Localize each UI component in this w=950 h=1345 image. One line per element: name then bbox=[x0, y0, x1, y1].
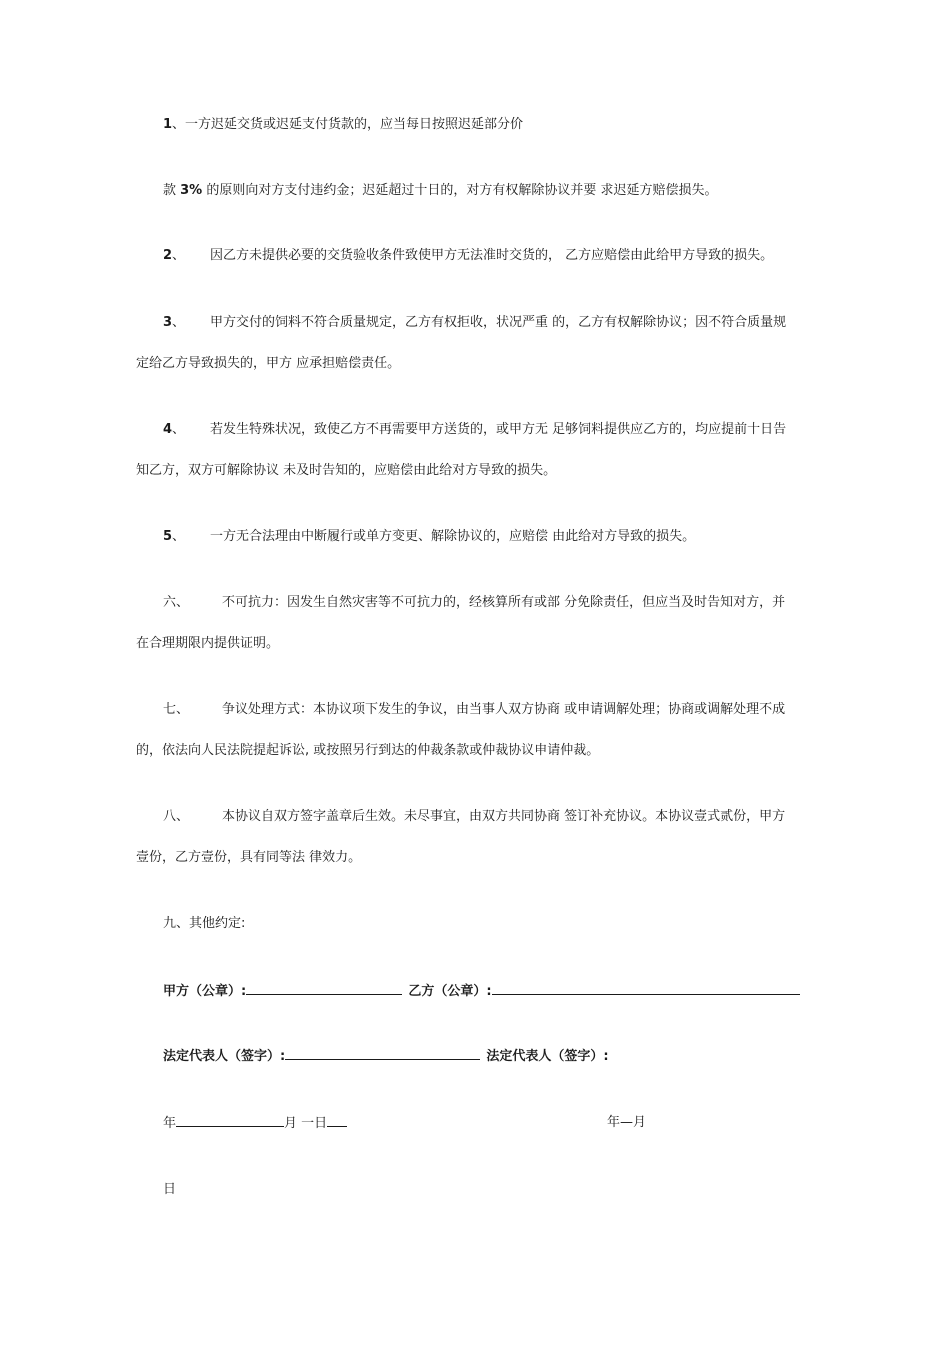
clause-1-text: 、一方迟延交货或迟延支付货款的，应当每日按照迟延部分价 bbox=[172, 117, 524, 132]
party-a-seal-blank[interactable] bbox=[246, 982, 402, 995]
party-a-seal-label: 甲方（公章）: bbox=[163, 984, 247, 999]
section-6-line-2: 在合理期限内提供证明。 bbox=[136, 636, 280, 651]
clause-2 bbox=[163, 247, 773, 265]
month-day-label-left: 月 一日 bbox=[284, 1116, 328, 1131]
party-b-seal-label: 乙方（公章）: bbox=[408, 984, 492, 999]
clause-5-number: 5 bbox=[163, 529, 173, 544]
day-blank-left[interactable] bbox=[327, 1114, 347, 1127]
section-7-line-1 bbox=[163, 701, 785, 719]
clause-1-percent: 3% bbox=[180, 183, 203, 198]
date-row-right: 年—月 bbox=[607, 1115, 647, 1130]
clause-3-separator: 、 bbox=[172, 315, 186, 330]
clause-4-text: 若发生特殊状况，致使乙方不再需要甲方送货的，或甲方无 足够饲料提供应乙方的，均应提前十日告 bbox=[210, 422, 787, 437]
section-8-line-2: 壹份，乙方壹份，具有同等法 律效力。 bbox=[136, 850, 362, 865]
section-8-line-1 bbox=[163, 808, 785, 826]
clause-3-number: 3 bbox=[163, 315, 173, 330]
legal-rep-a-blank[interactable] bbox=[285, 1047, 480, 1060]
year-blank-left[interactable] bbox=[176, 1114, 284, 1127]
section-7-line-2: 的，依法向人民法院提起诉讼, 或按照另行到达的仲裁条款或仲裁协议申请仲裁。 bbox=[136, 743, 600, 758]
year-label-left: 年 bbox=[163, 1116, 177, 1131]
date-row-left bbox=[163, 1114, 347, 1133]
party-b-seal-blank[interactable] bbox=[492, 982, 800, 995]
clause-4-separator: 、 bbox=[172, 422, 186, 437]
clause-1-number: 1 bbox=[163, 117, 173, 132]
clause-2-separator: 、 bbox=[172, 248, 186, 263]
legal-rep-row bbox=[163, 1047, 609, 1066]
clause-5 bbox=[163, 528, 695, 546]
section-8-text: 本协议自双方签字盖章后生效。未尽事宜，由双方共同协商 签订补充协议。本协议壹式贰份，甲方 bbox=[222, 809, 786, 824]
clause-1-prefix: 款 bbox=[163, 183, 181, 198]
clause-2-text: 因乙方未提供必要的交货验收条件致使甲方无法准时交货的， 乙方应赔偿由此给甲方导致的损失。 bbox=[210, 248, 774, 263]
clause-5-separator: 、 bbox=[172, 529, 186, 544]
section-7-text: 争议处理方式：本协议项下发生的争议，由当事人双方协商 或申请调解处理；协商或调解处理不成 bbox=[222, 702, 786, 717]
clause-4-number: 4 bbox=[163, 422, 173, 437]
legal-rep-a-label: 法定代表人（签字）: bbox=[163, 1049, 286, 1064]
clause-3-text: 甲方交付的饲料不符合质量规定，乙方有权拒收，状况严重 的，乙方有权解除协议；因不符合质量规 bbox=[210, 315, 787, 330]
clause-1-line-1 bbox=[163, 116, 523, 134]
clause-5-text: 一方无合法理由中断履行或单方变更、解除协议的，应赔偿 由此给对方导致的损失。 bbox=[210, 529, 696, 544]
section-9-heading: 九、其他约定: bbox=[163, 916, 246, 931]
day-label: 日 bbox=[163, 1182, 177, 1197]
seal-row bbox=[163, 982, 800, 1001]
section-6-text: 不可抗力：因发生自然灾害等不可抗力的，经核算所有或部 分免除责任，但应当及时告知对方，并 bbox=[222, 595, 786, 610]
clause-3-line-1 bbox=[163, 314, 786, 332]
clause-4-line-2: 知乙方，双方可解除协议 未及时告知的，应赔偿由此给对方导致的损失。 bbox=[136, 463, 557, 478]
legal-rep-b-label: 法定代表人（签字）: bbox=[486, 1049, 609, 1064]
section-6-line-1 bbox=[163, 594, 785, 612]
section-6-number: 六、 bbox=[163, 595, 190, 610]
clause-1-continuation: 的原则向对方支付违约金；迟延超过十日的，对方有权解除协议并要 求迟延方赔偿损失。 bbox=[202, 183, 718, 198]
clause-3-line-2: 定给乙方导致损失的，甲方 应承担赔偿责任。 bbox=[136, 356, 401, 371]
clause-4-line-1 bbox=[163, 421, 786, 439]
section-8-number: 八、 bbox=[163, 809, 190, 824]
section-7-number: 七、 bbox=[163, 702, 190, 717]
clause-2-number: 2 bbox=[163, 248, 173, 263]
clause-1-line-2 bbox=[163, 182, 717, 200]
